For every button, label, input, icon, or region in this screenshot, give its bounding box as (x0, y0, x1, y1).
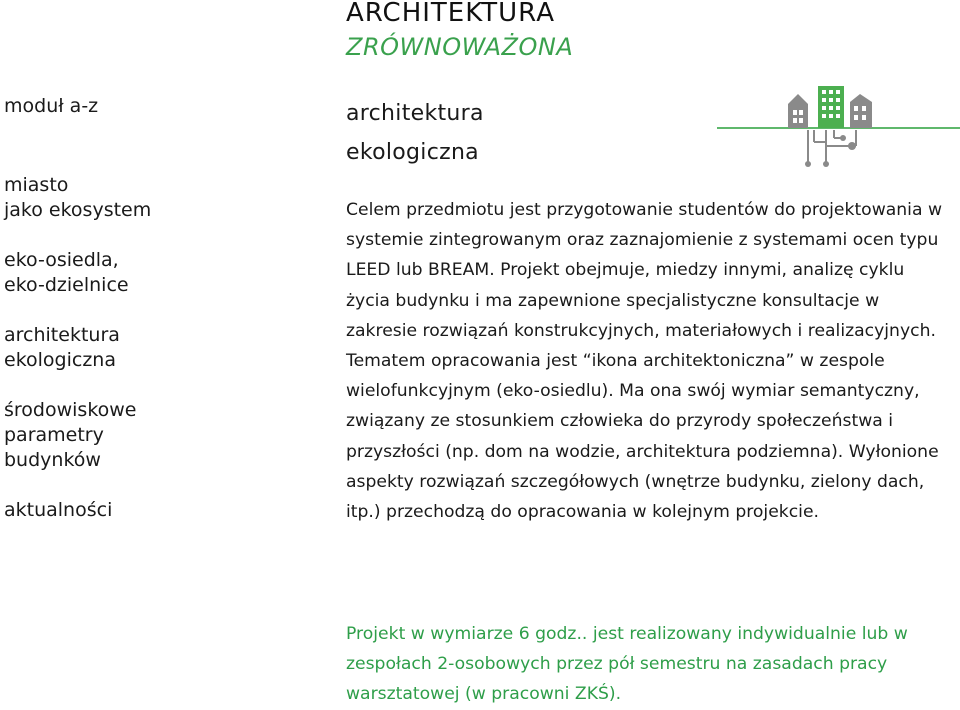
sidebar-item-miasto[interactable]: miasto jako ekosystem (4, 174, 152, 221)
buildings-circuit-icon (786, 86, 886, 178)
project-info-paragraph: Projekt w wymiarze 6 godz.. jest realizowany indywidualnie lub w zespołach 2-osobowych przez pół semestru na zasadach pracy warsztatowej (w pracowni ZKŚ). (346, 624, 908, 705)
site-header (346, 0, 573, 60)
site-subtitle: ZRÓWNOWAŻONA (346, 33, 574, 61)
sidebar-nav (4, 94, 234, 523)
sidebar-item-eko-osiedla[interactable]: eko-osiedla, eko-dzielnice (4, 249, 129, 296)
sidebar-item-architektura-ekologiczna[interactable]: architektura ekologiczna (4, 324, 120, 371)
page-title: architektura ekologiczna (346, 101, 484, 165)
sidebar-item-aktualnosci[interactable]: aktualności (4, 499, 113, 521)
sidebar-item-parametry-budynkow[interactable]: środowiskowe parametry budynków (4, 399, 137, 471)
description-paragraph: Celem przedmiotu jest przygotowanie studentów do projektowania w systemie zintegrowanym oraz zaznajomienie z systemami ocen typu LEED lub BREAM. Projekt obejmuje, miedzy innymi, analizę cyklu życia budynku i ma zapewnione specjalistyczne konsultacje w zakresie rozwiązań konstrukcyjnych, materiałowych i realizacyjnych. Tematem opracowania jest “ikona architektoniczna” w zespole wielofunkcyjnym (eko-osiedlu). Ma ona swój wymiar semantyczny, związany ze stosunkiem człowieka do przyrody społeczeństwa i przyszłości (np. dom na wodzie, architektura podziemna). Wyłonione aspekty rozwiązań szczegółowych (wnętrze budynku, zielony dach, itp.) przechodzą do opracowania w kolejnym projekcie. (346, 200, 943, 523)
sidebar-item-modul-a-z[interactable]: moduł a-z (4, 95, 99, 117)
site-title: ARCHITEKTURA (346, 0, 555, 28)
